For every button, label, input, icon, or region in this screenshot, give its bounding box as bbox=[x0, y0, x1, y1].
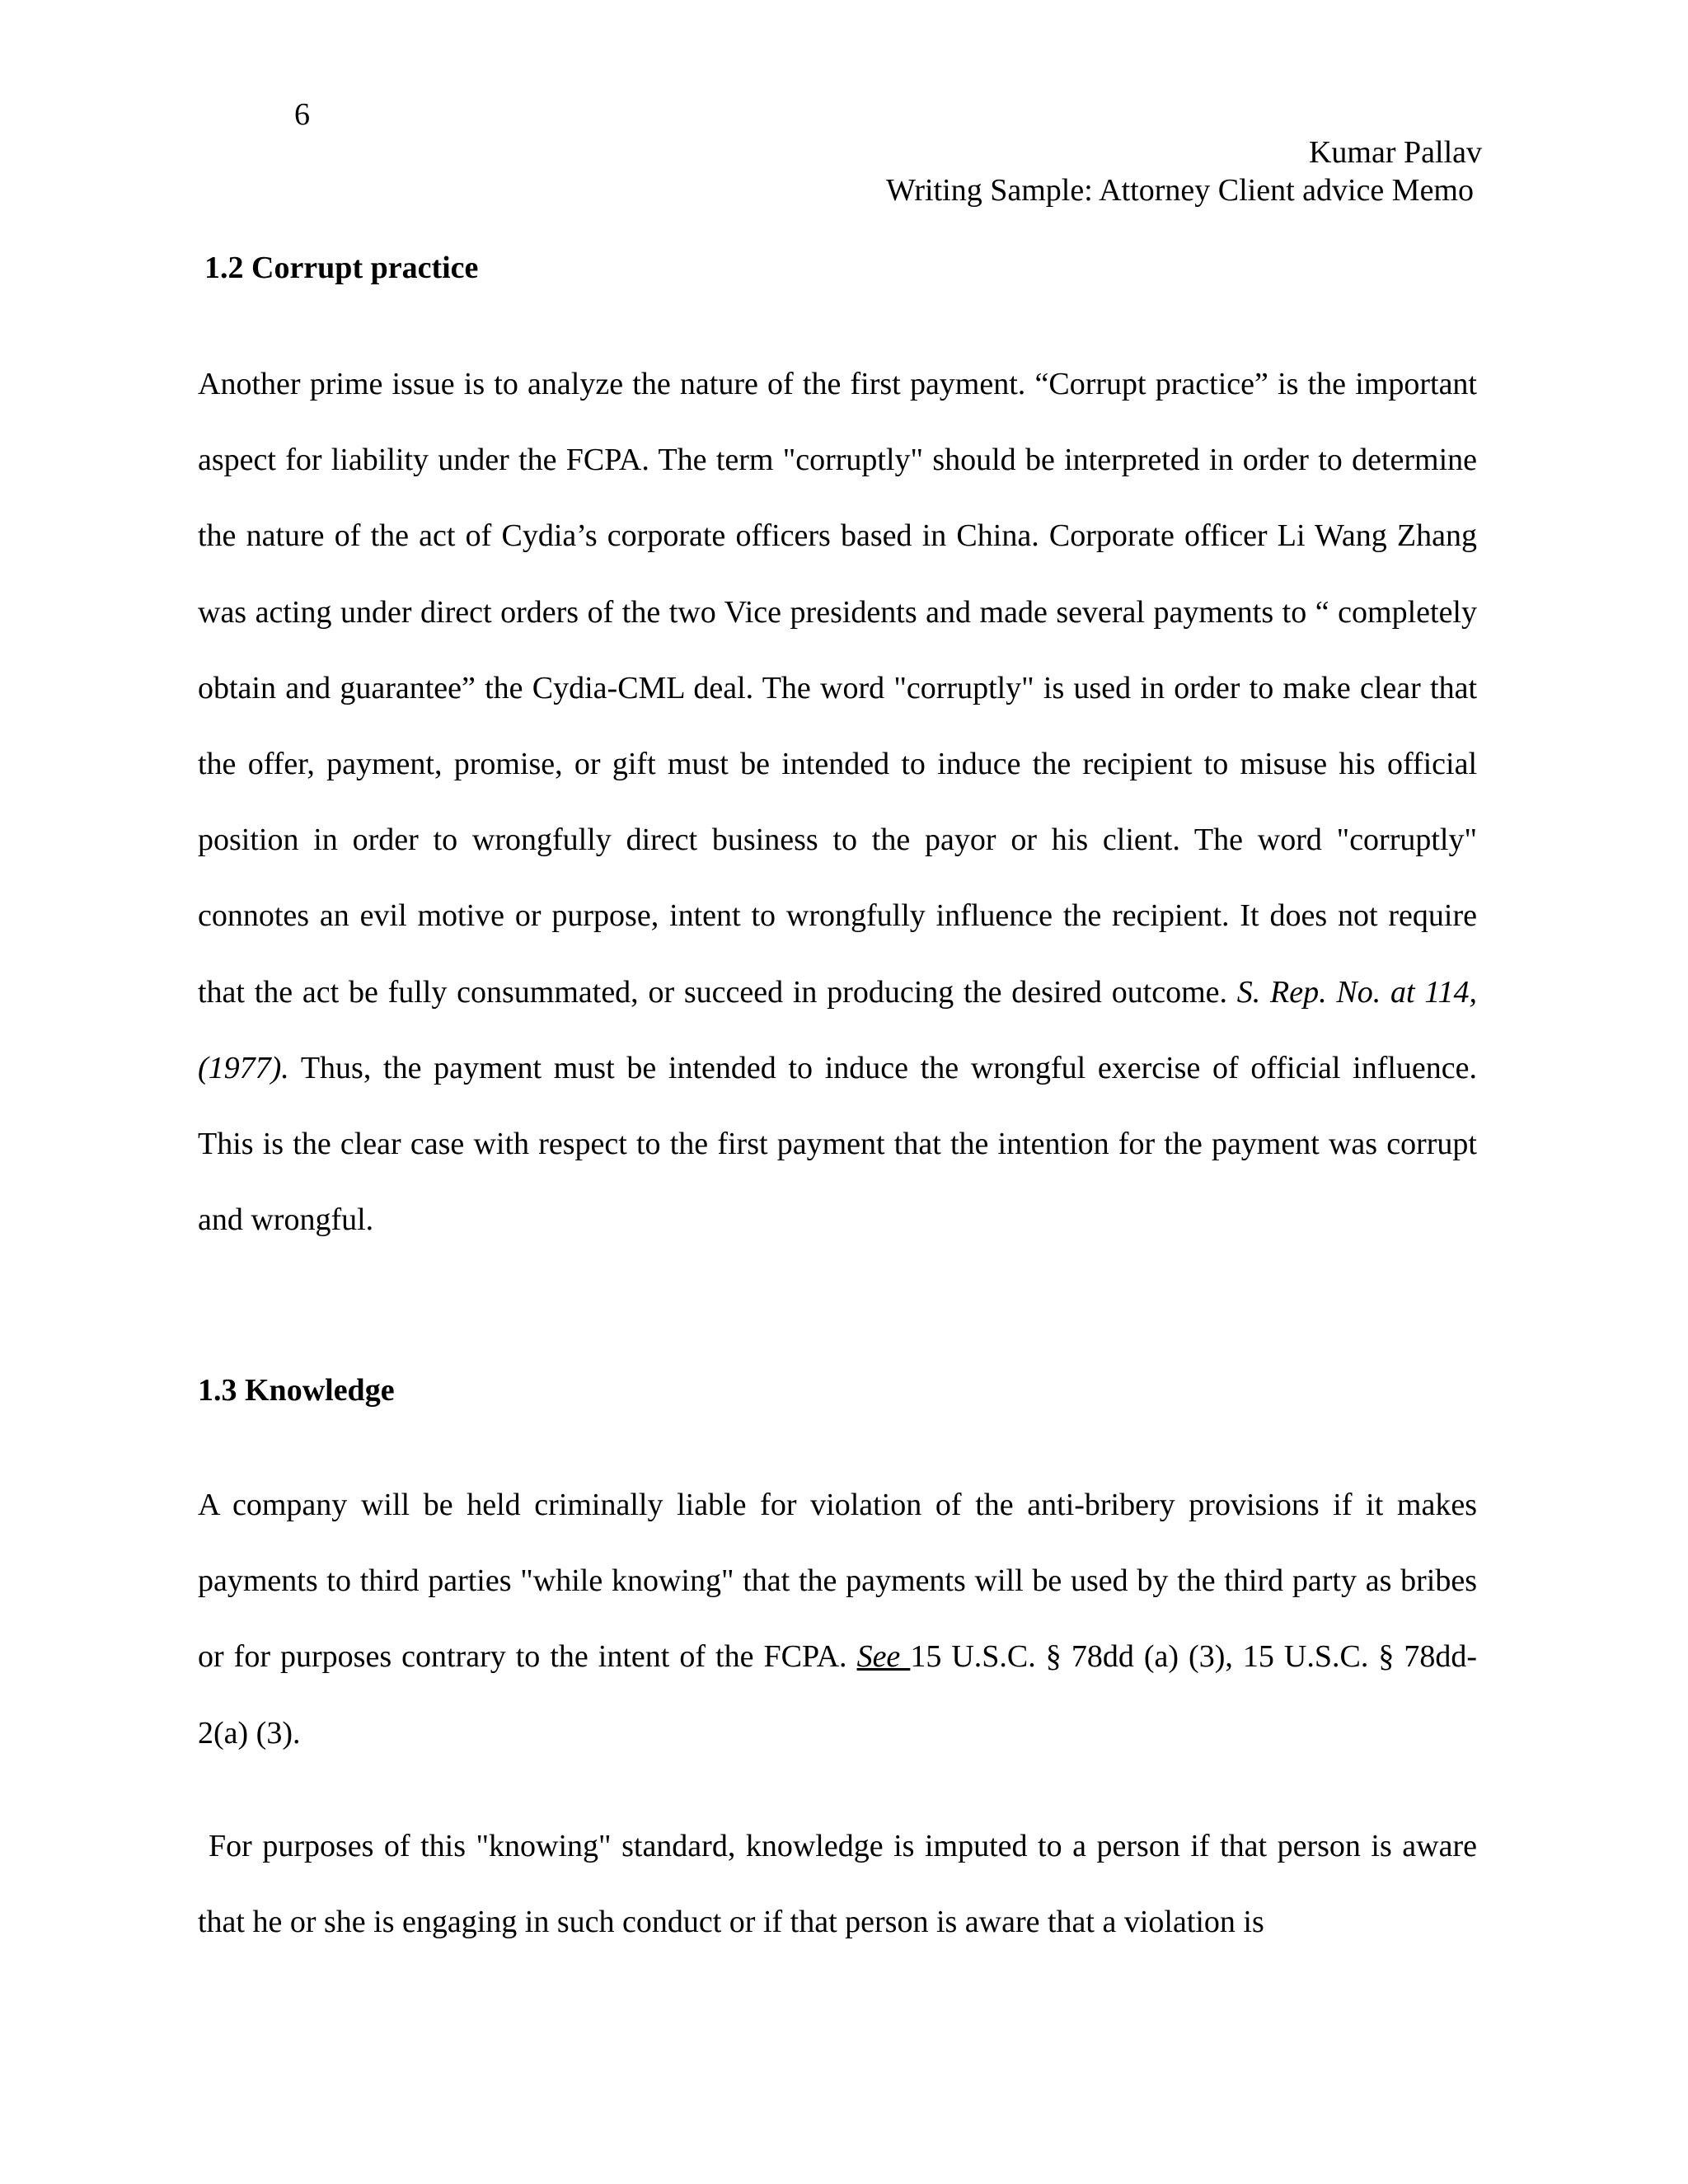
paragraph-text: Thus, the payment must be intended to induce the wrongful exercise of official influence. This is the clear case with respect to the first payment that the intention for the payment was corrupt and wrongful. bbox=[198, 1050, 1477, 1238]
case-citation: S. Rep. No. at 114, (1977). bbox=[198, 974, 1477, 1085]
header-author: Kumar Pallav bbox=[1308, 135, 1482, 170]
paragraph-text: For purposes of this "knowing" standard, knowledge is imputed to a person if that person is aware that he or she is engaging in such conduct or if that person is aware that a violation is bbox=[198, 1829, 1477, 1940]
paragraph-knowing-standard bbox=[198, 1808, 1477, 1960]
paragraph-text: A company will be held criminally liable for violation of the anti-bribery provisions if it makes payments to third parties "while knowing" that the payments will be used by the third party as bribes or for purposes contrary to the intent of the FCPA. bbox=[198, 1488, 1477, 1675]
running-header bbox=[886, 134, 1482, 209]
paragraph-knowledge-liability bbox=[198, 1467, 1477, 1771]
paragraph-text: Another prime issue is to analyze the nature of the first payment. “Corrupt practice” is the important aspect for liability under the FCPA. The term "corruptly" should be interpreted in order to determine the nature of the act of Cydia’s corporate officers based in China. Corporate officer Li Wang Zhang was acting under direct orders of the two Vice presidents and made several payments to “ completely obtain and guarantee” the Cydia-CML deal. The word "corruptly" is used in order to make clear that the offer, payment, promise, or gift must be intended to induce the recipient to misuse his official position in order to wrongfully direct business to the payor or his client. The word "corruptly" connotes an evil motive or purpose, intent to wrongfully influence the recipient. It does not require that the act be fully consummated, or succeed in producing the desired outcome. bbox=[198, 367, 1477, 1010]
page-number: 6 bbox=[294, 97, 310, 132]
see-signal: See bbox=[856, 1639, 911, 1675]
paragraph-corrupt-practice bbox=[198, 346, 1477, 1258]
statute-citation: 15 U.S.C. § 78dd (a) (3), 15 U.S.C. § 78dd-2(a) (3). bbox=[198, 1639, 1478, 1750]
section-heading-corrupt-practice: 1.2 Corrupt practice bbox=[204, 251, 479, 285]
header-subtitle: Writing Sample: Attorney Client advice Memo bbox=[886, 173, 1474, 208]
section-heading-knowledge: 1.3 Knowledge bbox=[198, 1373, 395, 1408]
